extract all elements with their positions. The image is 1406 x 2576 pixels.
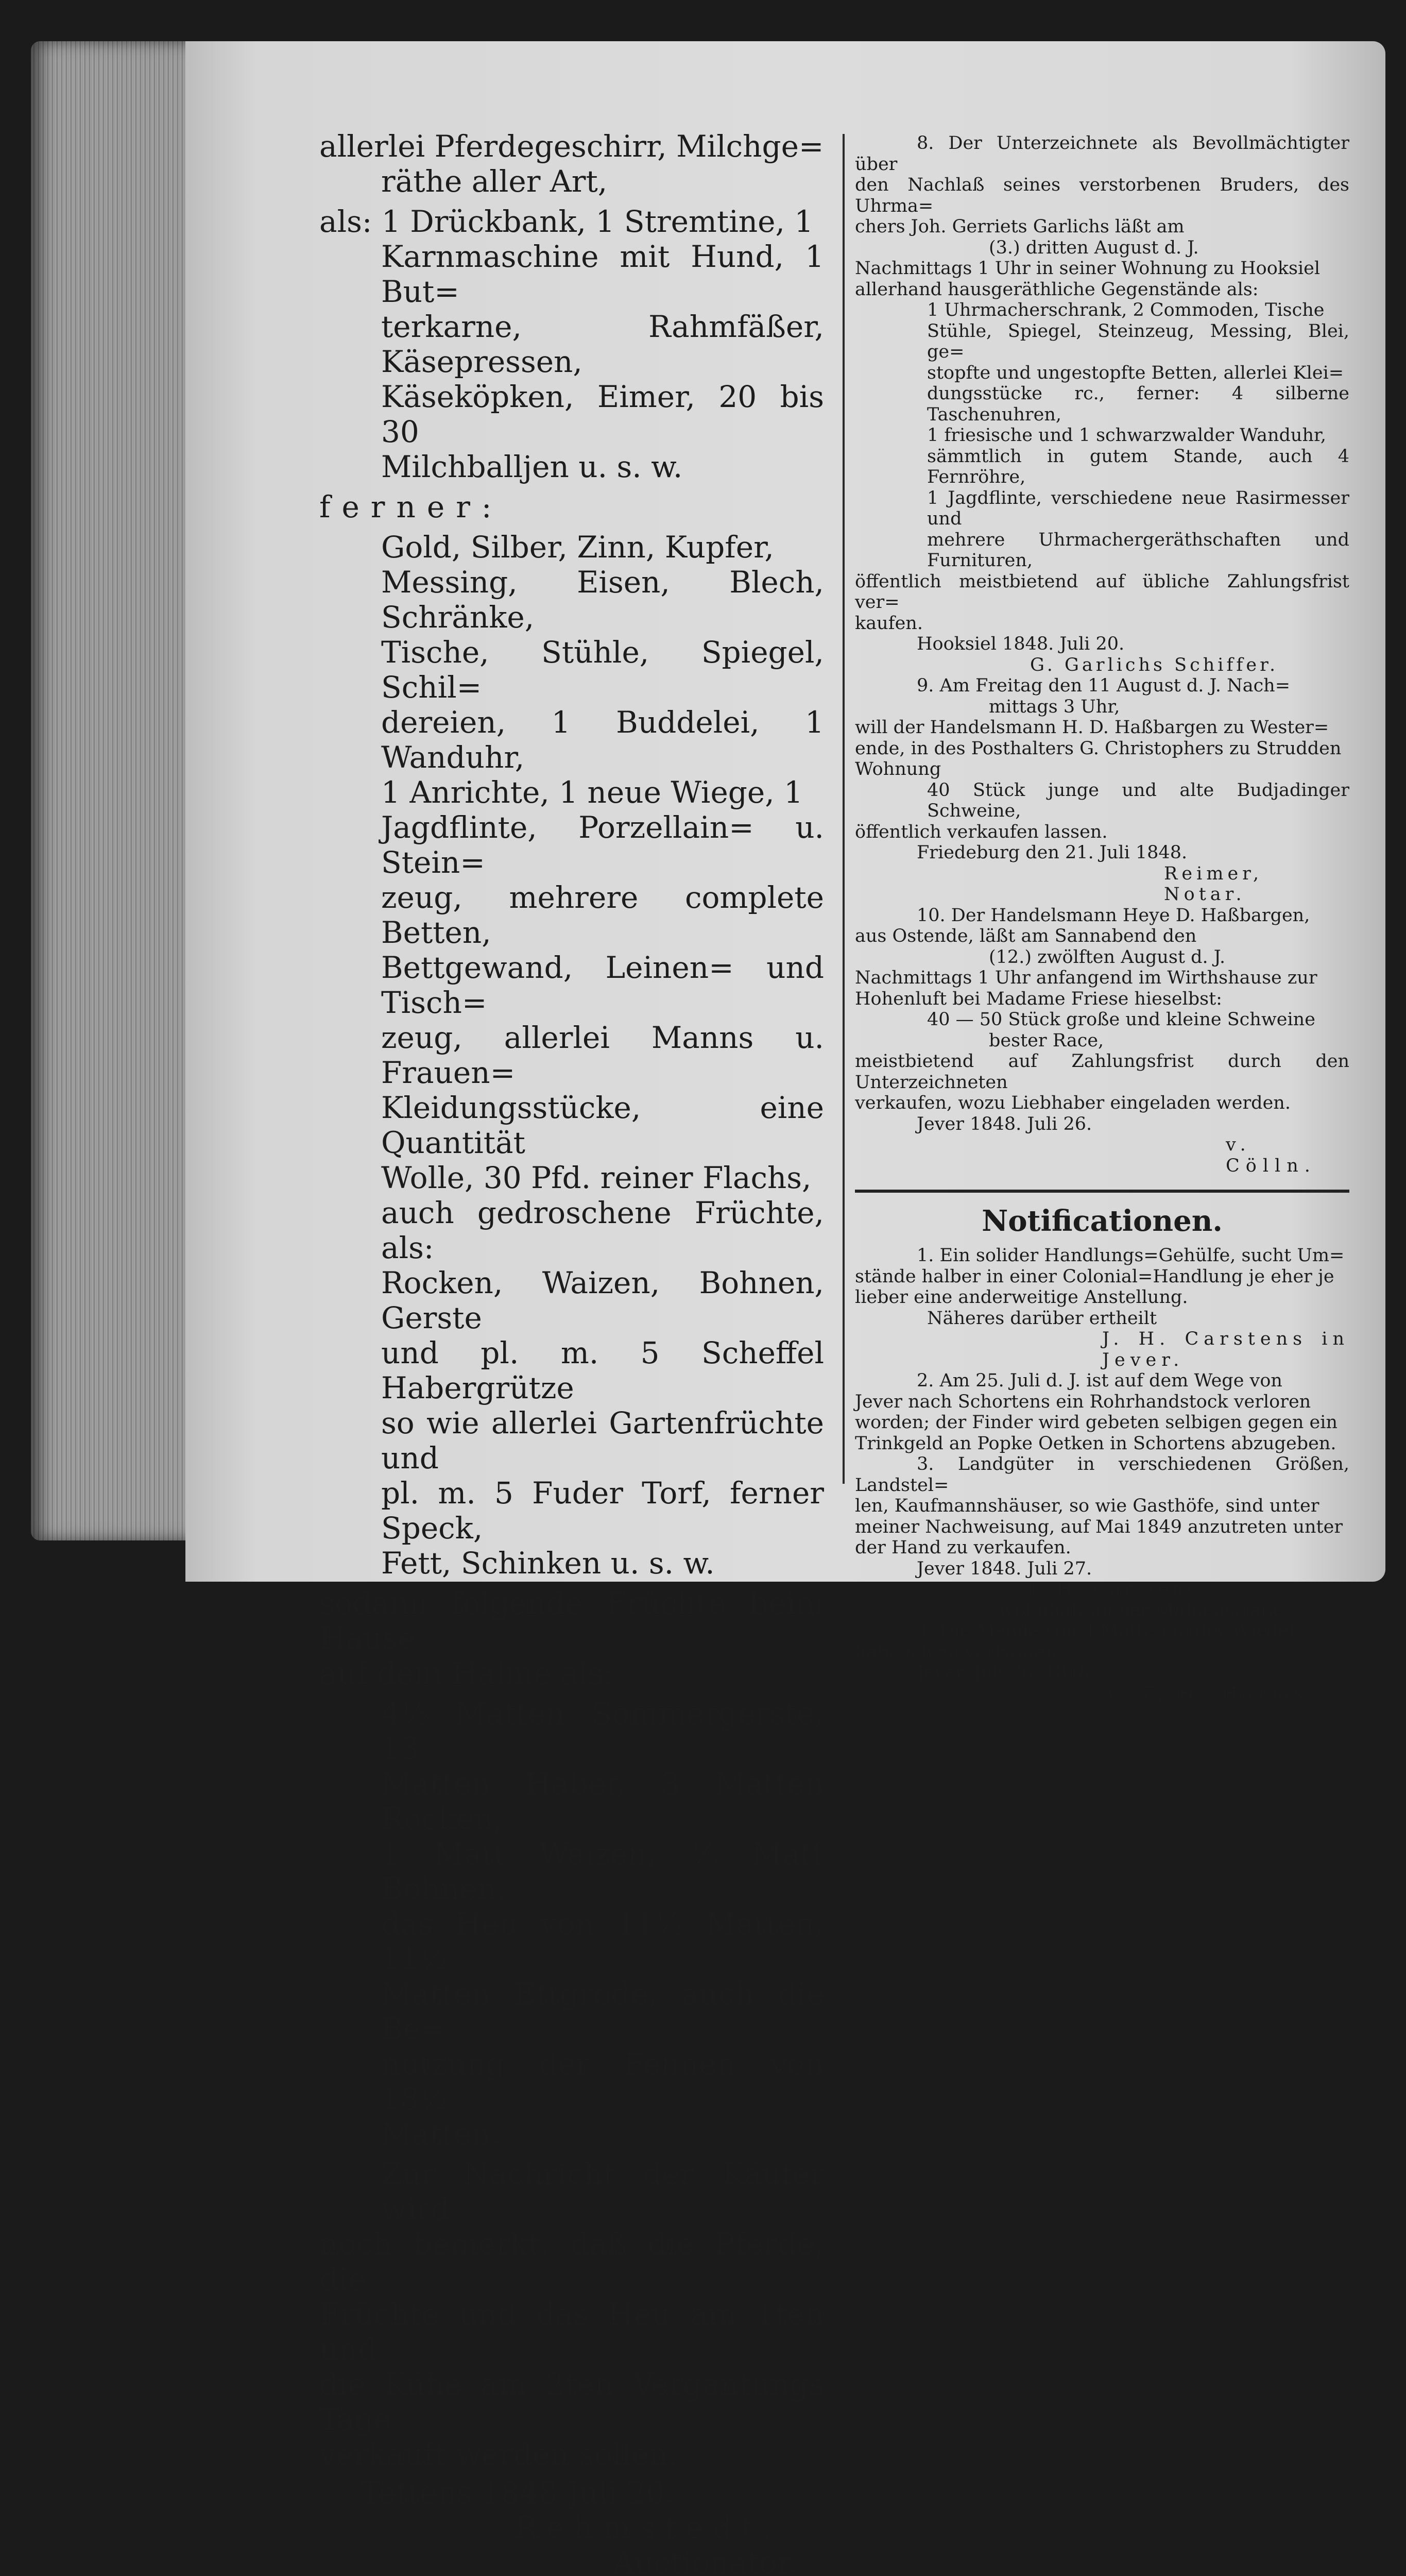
text-line: bester Race, (989, 1030, 1104, 1051)
text-line: 1 Matt Waizen, ⅓ Matt Bohnen, (381, 1836, 824, 1906)
place-date: Hooksiel 1848. Juli 20. (917, 634, 1125, 654)
notification-1 (855, 1245, 1349, 1370)
signature: A. F. H. Harms. (1102, 1683, 1319, 1704)
text-line: das Heu von 11½ Matten, 11½ (381, 1906, 824, 1976)
place-date: Jever 1848. Juli 26. (917, 1113, 1092, 1134)
signature-name: Rehmstedt, (515, 2510, 781, 2545)
text-line: aus Ostende, läßt am Sannabend den (855, 926, 1197, 946)
text-line: Jever nach Schortens ein Rohrhandstock verloren (855, 1391, 1311, 1412)
text-line: stopfte und ungestopfte Betten, allerlei Klei= (927, 362, 1344, 383)
text-line: habe ich zu verkaufen. (855, 1641, 1063, 1663)
text-line: sodann folgende Früchte beim Hause (319, 1586, 824, 1656)
notice-8 (855, 133, 1349, 675)
text-line: so wie allerlei Gartenfrüchte und (381, 1405, 824, 1476)
text-line: Nachmittags 1 Uhr anfangend im Wirthshause zur (855, 968, 1317, 988)
text-line: len, Kaufmannshäuser, so wie Gasthöfe, sind unter (855, 1496, 1319, 1516)
text-line: dungsstücke rc., ferner: 4 silberne Taschenuhren, (927, 383, 1349, 425)
text-line: 1 Jagdflinte, verschiedene neue Rasirmesser und (927, 487, 1349, 529)
signature-role: Auctionator. (613, 2545, 798, 2576)
book-page-edges (31, 41, 196, 1540)
text-line: Tische, Stühle, Spiegel, Schil= (381, 635, 824, 705)
text-line: kaufen. (855, 613, 923, 634)
text-line: Bettgewand, Leinen= und Tisch= (381, 950, 824, 1020)
signature: G. Garlichs Schiffer. (1030, 654, 1279, 675)
text-line: lieber eine anderweitige Anstellung. (855, 1287, 1188, 1308)
signature: J. H. Carstens in Jever. (1102, 1329, 1349, 1370)
text-line: und pl. m. 5 Scheffel Habergrütze (381, 1335, 824, 1405)
text-line: 8. Der Unterzeichnete als Bevollmächtigter über (855, 133, 1349, 175)
place-date: Tettens 1848 Juli 20. (361, 2475, 675, 2510)
text-line: zeug, mehrere complete Betten, (381, 880, 824, 950)
text-line: Kleidungsstücke, eine Quantität (381, 1090, 824, 1160)
text-line: (12.) zwölften August d. J. (989, 946, 1226, 968)
text-line: 1. Ein solider Handlungs=Gehülfe, sucht Um= (917, 1245, 1345, 1266)
text-line: Matten. (381, 2116, 500, 2151)
text-line: meiner Nachweisung, auf Mai 1849 anzutreten unter (855, 1516, 1343, 1537)
text-line: sämmtlich in gutem Stande, auch 4 Fernröhre, (927, 446, 1349, 487)
text-line: Messing, Eisen, Blech, Schränke, (381, 565, 824, 635)
notification-2 (855, 1370, 1349, 1454)
text-line: Zur Nachricht der Käufer wird (381, 2157, 824, 2227)
text-line: dereien, 1 Buddelei, 1 Wanduhr, (381, 705, 824, 775)
text-line: Matten Ettgrode, auch die Be= (381, 1976, 824, 2046)
text-line: Hohenluft bei Madame Friese hieselbst: (855, 988, 1222, 1009)
text-line: öffentlich verkaufen lassen. (855, 821, 1108, 842)
text-line: Jagdflinte, Porzellain= u. Stein= (381, 810, 824, 880)
notification-3 (855, 1454, 1349, 1621)
text-line: 40 Stück junge und alte Budjadinger Schweine, (927, 779, 1349, 821)
text-line: allerhand hausgeräthliche Gegenstände als: (855, 279, 1259, 300)
text-line: auch gedroschene Früchte, als: (381, 1195, 824, 1265)
text-line: verkaufen, wozu Liebhaber eingeladen werden. (855, 1093, 1291, 1113)
text-line: 9. Am Freitag den 11 August d. J. Nach= (917, 675, 1291, 696)
notice-9 (855, 675, 1349, 905)
notice-10 (855, 905, 1349, 1177)
text-line: ende, in des Posthalters G. Christophers zu Strudden (855, 738, 1342, 759)
text-line: allerlei Pferdegeschirr, Milchge= (319, 129, 824, 164)
text-line: zeug, allerlei Manns u. Frauen= (381, 1020, 824, 1090)
text-line: Matten Haber, 3 Matten Rocken, (381, 1766, 824, 1836)
text-line: den Nachlaß seines verstorbenen Bruders, des Uhrma= (855, 175, 1349, 216)
signature: v. Cölln. (1226, 1134, 1316, 1176)
text-line: worden; der Finder wird gebeten selbigen gegen ein (855, 1412, 1338, 1433)
text-line: terkarne, Rahmfäßer, Käsepressen, (381, 309, 824, 379)
text-line: der Hand zu verkaufen. (855, 1537, 1071, 1558)
text-line: 1 friesische und 1 schwarzwalder Wanduhr, (927, 425, 1327, 446)
left-column (319, 129, 824, 2576)
text-line: 4½ Matten Sommergerste, 13 (381, 1696, 824, 1766)
text-line: 3. Landgüter in verschiedenen Größen, Landstel= (855, 1454, 1349, 1496)
text-line: mittags 3 Uhr, (989, 696, 1120, 717)
text-line: 10. Der Handelsmann Heye D. Haßbargen, (917, 905, 1310, 926)
text-line: mehrere Uhrmachergeräthschaften und Furnituren, (927, 529, 1349, 571)
text-line: nutzung der Fennen von 18½ (381, 2046, 824, 2116)
signature-address: wohnhaft an der Mühlenstraße. (999, 1600, 1290, 1621)
place-date: Jever, Juli 26. 1848. (917, 1663, 1096, 1683)
text-line: Karnmaschine mit Hund, 1 But= (381, 239, 824, 309)
text-line: 2. Am 25. Juli d. J. ist auf dem Wege von (917, 1370, 1282, 1391)
section-rule (855, 1190, 1349, 1193)
text-line: Wolle, 30 Pfd. reiner Flachs, (381, 1160, 812, 1195)
text-line: Milchballjen u. s. w. (381, 449, 683, 484)
text-line: Fett, Schinken u. s. w. (381, 1546, 715, 1581)
place-date: Jever 1848. Juli 27. (917, 1558, 1092, 1579)
text-line: Trinkgeld an Popke Oetken in Schortens abzugeben. (855, 1433, 1336, 1454)
text-line: 4. Die Mehde von 4 Matten in der Wiedel (917, 1621, 1295, 1641)
column-divider (843, 134, 845, 1484)
text-line: als: 1 Drückbank, 1 Stremtine, 1 (319, 204, 814, 239)
text-line: will der Handelsmann H. D. Haßbargen zu Wester= (855, 717, 1329, 738)
text-line: (3.) dritten August d. J. (989, 237, 1199, 258)
text-line: stände halber in einer Colonial=Handlung je eher je (855, 1266, 1334, 1287)
text-line: Rocken, Waizen, Bohnen, Gerste (381, 1265, 824, 1335)
section-title: Notificationen. (982, 1204, 1223, 1238)
text-line: 40 — 50 Stück große und kleine Schweine (927, 1009, 1315, 1030)
text-line: Gold, Silber, Zinn, Kupfer, (381, 530, 774, 565)
signature: Reimer, Notar. (1164, 863, 1263, 905)
text-line: auf dem Halme als: (319, 1656, 613, 1691)
right-column (855, 133, 1349, 1704)
text-line: Stühle, Spiegel, Steinzeug, Messing, Blei, ge= (927, 320, 1349, 362)
text-line: Wohnung (855, 759, 941, 779)
text-line: Käseköpken, Eimer, 20 bis 30 (381, 379, 824, 449)
text-line: pl. m. 5 Fuder Torf, ferner Speck, (381, 1476, 824, 1546)
text-line: die Kühe am 2ten Vergantungs Tage (319, 2367, 824, 2437)
text-line: räthe aller Art, (381, 164, 608, 199)
signature: J. H. Carstens, (1030, 1579, 1208, 1600)
text-line: meistbietend auf Zahlungsfrist durch den Unterzeichneten (855, 1051, 1349, 1093)
text-line: chers Joh. Gerriets Garlichs läßt am (855, 216, 1185, 237)
text-line: Früchte und das Heu am 1ten und (319, 2297, 824, 2367)
text-line: 1 Anrichte, 1 neue Wiege, 1 (381, 775, 803, 810)
text-line: Näheres darüber ertheilt (927, 1308, 1157, 1329)
notification-4 (855, 1621, 1349, 1704)
text-line: noch bemerkt, daß die Pferde, die (319, 2227, 824, 2297)
text-line: öffentlich meistbietend auf übliche Zahlungsfrist ver= (855, 571, 1349, 613)
text-line: ferner: (319, 489, 503, 524)
text-line: 1 Uhrmacherschrank, 2 Commoden, Tische (927, 300, 1325, 320)
text-line: Nachmittags 1 Uhr in seiner Wohnung zu Hooksiel (855, 258, 1321, 279)
text-line: verkauft werden sollen. (319, 2437, 678, 2472)
place-date: Friedeburg den 21. Juli 1848. (917, 842, 1188, 863)
